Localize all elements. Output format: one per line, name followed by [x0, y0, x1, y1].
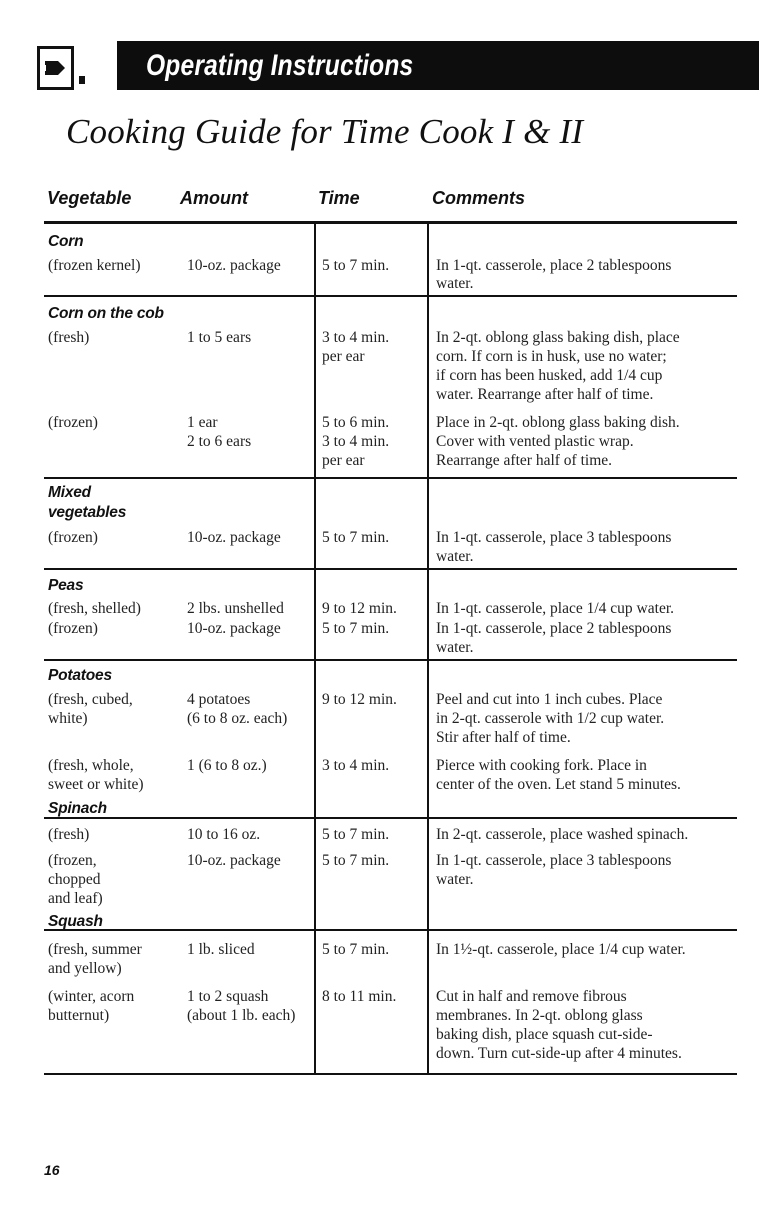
comment-line: corn. If corn is in husk, use no water; [436, 348, 667, 365]
comment-line: membranes. In 2-qt. oblong glass [436, 1007, 643, 1024]
comment-line: center of the oven. Let stand 5 minutes. [436, 776, 681, 793]
time-cell: 5 to 7 min. [322, 852, 390, 869]
comment-line: baking dish, place squash cut-side- [436, 1026, 653, 1043]
vegetable-cell: (frozen) [48, 414, 98, 431]
vegetable-cell: (fresh, cubed, [48, 691, 133, 708]
column-header-vegetable: Vegetable [47, 188, 132, 208]
comment-line: water. [436, 548, 474, 565]
comment-line: Rearrange after half of time. [436, 452, 613, 469]
comment-line: water. [436, 275, 474, 292]
vegetable-cell: (fresh, shelled) [48, 600, 141, 617]
section-corn-on-the-cob: Corn on the cob [48, 305, 164, 322]
column-separator [427, 222, 429, 1074]
page-header-title: Operating Instructions [146, 49, 414, 82]
amount-cell: 10-oz. package [187, 852, 281, 869]
table-top-rule [44, 221, 737, 224]
vegetable-cell: (frozen kernel) [48, 257, 141, 274]
comment-line: In 1-qt. casserole, place 2 tablespoons [436, 620, 672, 637]
time-cell: 5 to 7 min. [322, 529, 390, 546]
vegetable-cell: (fresh) [48, 826, 90, 843]
amount-cell: 1 to 2 squash [187, 988, 269, 1005]
time-cell: 5 to 7 min. [322, 620, 390, 637]
amount-cell: 2 lbs. unshelled [187, 600, 284, 617]
amount-cell: 10-oz. package [187, 620, 281, 637]
column-header-time: Time [318, 188, 360, 208]
vegetable-cell: butternut) [48, 1007, 110, 1024]
vegetable-cell: sweet or white) [48, 776, 144, 793]
vegetable-cell: and yellow) [48, 960, 122, 977]
table-bottom-rule [44, 1073, 737, 1075]
vegetable-cell: white) [48, 710, 88, 727]
time-cell: 8 to 11 min. [322, 988, 397, 1005]
vegetable-cell: (fresh, whole, [48, 757, 134, 774]
comment-line: In 1-qt. casserole, place 1/4 cup water. [436, 600, 675, 617]
time-cell: 5 to 6 min. [322, 414, 390, 431]
section-corn: Corn [48, 233, 84, 250]
vegetable-cell: (frozen) [48, 529, 98, 546]
row-divider [44, 568, 737, 570]
vegetable-cell: (frozen, [48, 852, 97, 869]
row-divider [44, 295, 737, 297]
vegetable-cell: (winter, acorn [48, 988, 135, 1005]
amount-cell: (about 1 lb. each) [187, 1007, 296, 1024]
vegetable-cell: (frozen) [48, 620, 98, 637]
time-cell: 3 to 4 min. [322, 329, 390, 346]
comment-line: water. [436, 871, 474, 888]
vegetable-cell: and leaf) [48, 890, 103, 907]
section-mixed-vegetables: Mixed [48, 484, 91, 501]
comment-line: Peel and cut into 1 inch cubes. Place [436, 691, 663, 708]
page-subtitle: Cooking Guide for Time Cook I & II [66, 112, 584, 151]
section-spinach: Spinach [48, 800, 107, 817]
amount-cell: 1 to 5 ears [187, 329, 252, 346]
amount-cell: 1 (6 to 8 oz.) [187, 757, 267, 774]
comment-line: down. Turn cut-side-up after 4 minutes. [436, 1045, 682, 1062]
time-cell: 3 to 4 min. [322, 433, 390, 450]
comment-line: In 1-qt. casserole, place 3 tablespoons [436, 529, 672, 546]
section-squash: Squash [48, 913, 103, 930]
vegetable-cell: (fresh) [48, 329, 90, 346]
section-potatoes: Potatoes [48, 667, 112, 684]
row-divider [44, 659, 737, 661]
time-cell: 5 to 7 min. [322, 941, 390, 958]
comment-line: In 1½-qt. casserole, place 1/4 cup water. [436, 941, 686, 958]
comment-line: Pierce with cooking fork. Place in [436, 757, 647, 774]
column-header-comments: Comments [432, 188, 526, 208]
amount-cell: 10-oz. package [187, 529, 281, 546]
comment-line: In 1-qt. casserole, place 3 tablespoons [436, 852, 672, 869]
time-cell: 9 to 12 min. [322, 600, 397, 617]
comment-line: In 2-qt. oblong glass baking dish, place [436, 329, 680, 346]
comment-line: if corn has been husked, add 1/4 cup [436, 367, 663, 384]
amount-cell: 2 to 6 ears [187, 433, 252, 450]
time-cell: per ear [322, 348, 365, 365]
manual-book-pointer-icon [37, 46, 93, 90]
row-divider [44, 817, 737, 819]
comment-line: Place in 2-qt. oblong glass baking dish. [436, 414, 680, 431]
section-mixed-vegetables: vegetables [48, 504, 127, 521]
vegetable-cell: chopped [48, 871, 101, 888]
column-separator [314, 222, 316, 1074]
row-divider [44, 477, 737, 479]
time-cell: per ear [322, 452, 365, 469]
amount-cell: 10 to 16 oz. [187, 826, 261, 843]
amount-cell: 4 potatoes [187, 691, 251, 708]
comment-line: Cut in half and remove fibrous [436, 988, 627, 1005]
column-header-amount: Amount [180, 188, 248, 208]
comment-line: Cover with vented plastic wrap. [436, 433, 634, 450]
comment-line: water. Rearrange after half of time. [436, 386, 654, 403]
time-cell: 9 to 12 min. [322, 691, 397, 708]
comment-line: water. [436, 639, 474, 656]
time-cell: 3 to 4 min. [322, 757, 390, 774]
amount-cell: 1 lb. sliced [187, 941, 255, 958]
time-cell: 5 to 7 min. [322, 826, 390, 843]
row-divider [44, 929, 737, 931]
amount-cell: 10-oz. package [187, 257, 281, 274]
section-peas: Peas [48, 577, 84, 594]
comment-line: Stir after half of time. [436, 729, 571, 746]
comment-line: in 2-qt. casserole with 1/2 cup water. [436, 710, 665, 727]
page-number: 16 [44, 1162, 60, 1178]
comment-line: In 2-qt. casserole, place washed spinach. [436, 826, 689, 843]
comment-line: In 1-qt. casserole, place 2 tablespoons [436, 257, 672, 274]
vegetable-cell: (fresh, summer [48, 941, 142, 958]
amount-cell: 1 ear [187, 414, 218, 431]
time-cell: 5 to 7 min. [322, 257, 390, 274]
amount-cell: (6 to 8 oz. each) [187, 710, 288, 727]
